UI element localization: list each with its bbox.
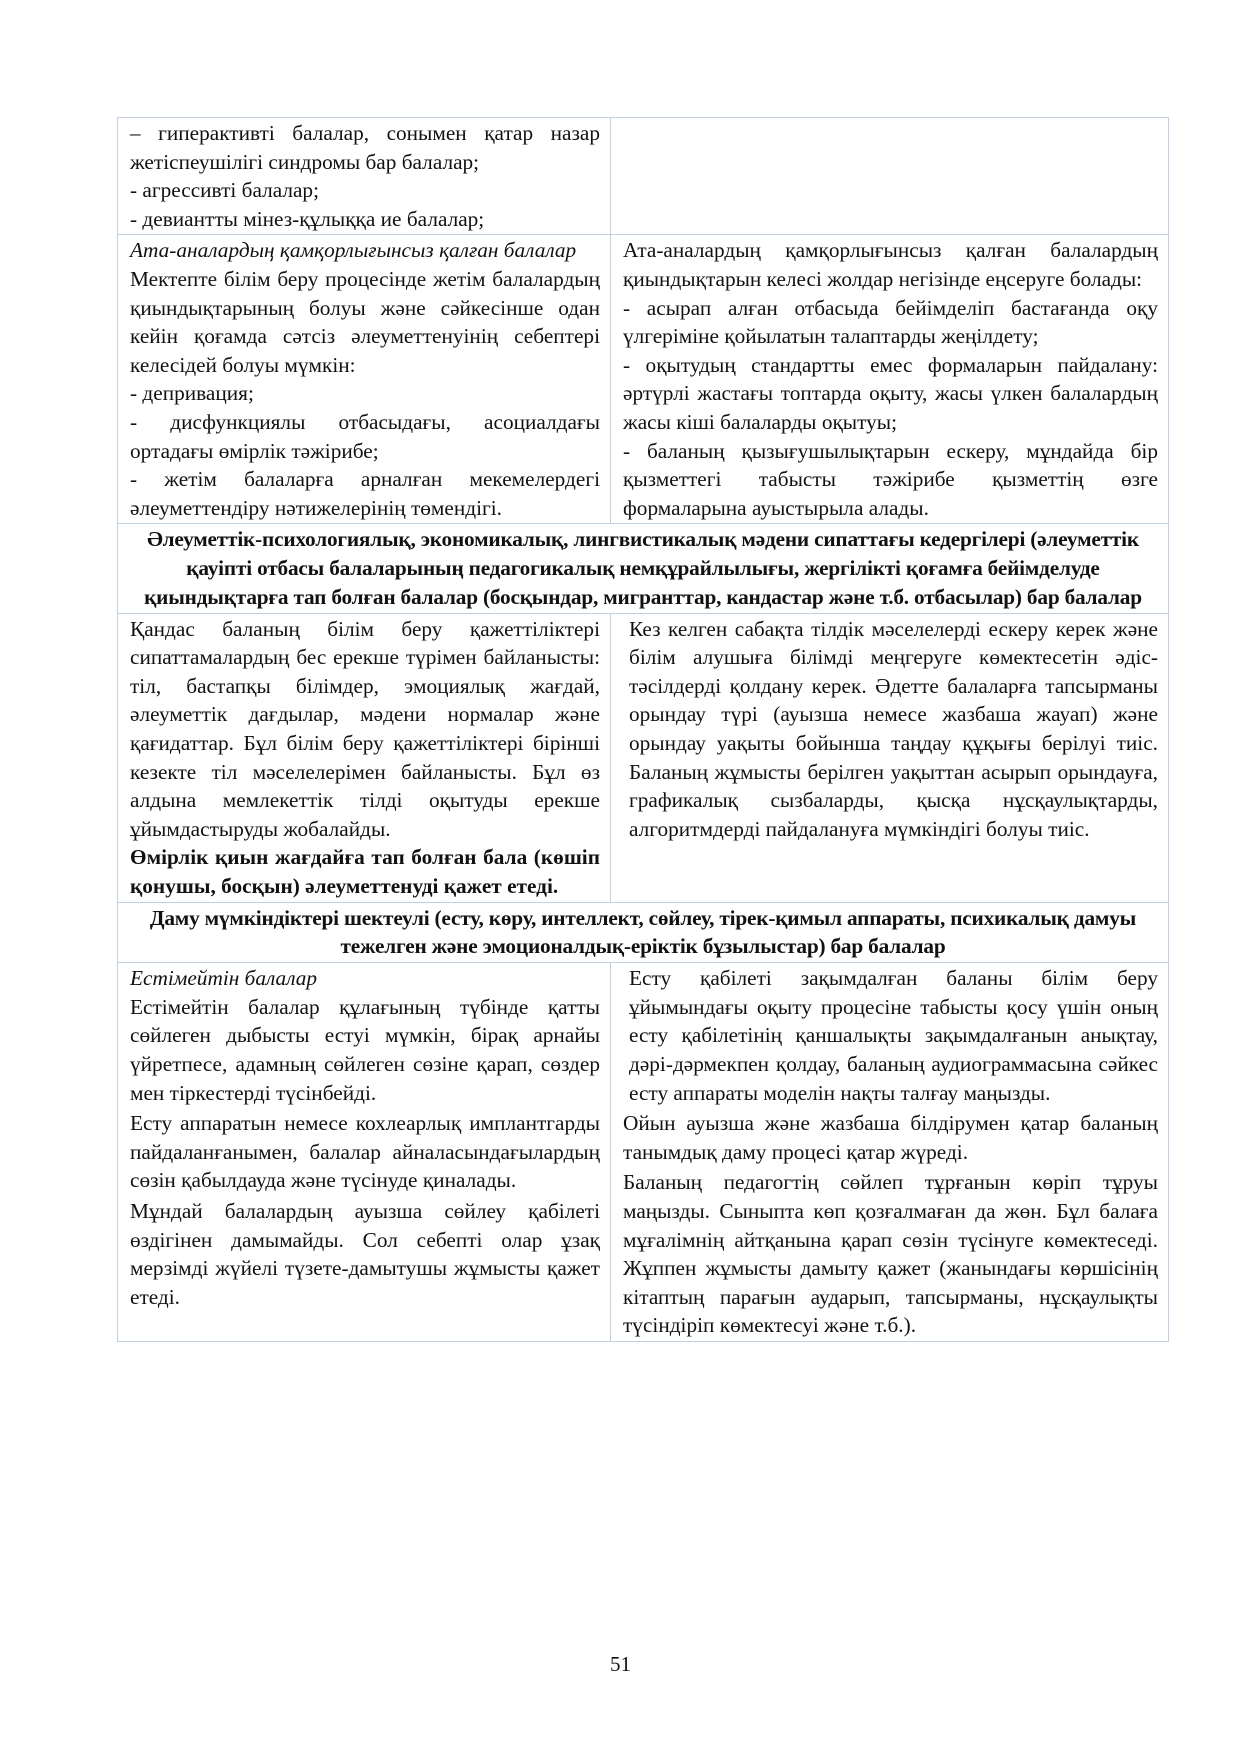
table-cell-empty <box>611 118 1169 235</box>
table-cell <box>118 963 611 1342</box>
list-item: - агрессивті балалар; <box>130 178 319 203</box>
section-header-row <box>118 524 1169 613</box>
table-cell <box>611 235 1169 524</box>
table-cell <box>118 118 611 235</box>
list-item: - асырап алған отбасыда бейімделіп бастағанда оқу үлгеріміне қойылатын талаптарды жеңілдету; <box>623 295 1158 349</box>
section-header <box>118 902 1169 963</box>
paragraph: Кез келген сабақта тілдік мәселелерді ескеру керек және білім алушыға білімді меңгеруге көмектесетін әдіс-тәсілдерді қолдану керек. Әдетте балаларға тапсырманы орындау түрі (ауызша немесе жазбаша жауап) және орындау уақыты бойынша таңдау құқығы берілуі тиіс. Баланың жұмысты берілген уақыттан асырып орындауға, графикалық сызбаларды, қысқа нұсқаулықтарды, алгоритмдерді пайдалануға мүмкіндігі болуы тиіс. <box>629 616 1158 841</box>
list-item: - оқытудың стандартты емес формаларын пайдалану: әртүрлі жастағы топтарда оқыту, жасы үлкен балалардың жасы кіші балаларды оқытуы; <box>623 352 1158 434</box>
paragraph: Мұндай балалардың ауызша сөйлеу қабілеті өздігінен дамымайды. Сол себепті олар ұзақ мерзімді жүйелі түзете-дамытушы жұмысты қажет етеді. <box>130 1198 600 1309</box>
section-header-text: Даму мүмкіндіктері шектеулі (есту, көру, интеллект, сөйлеу, тірек-қимыл аппараты, психикалық дамуы тежелген және эмоционалдық-еріктік бұзылыстар) бар балалар <box>149 905 1137 959</box>
list-item: - девиантты мінез-құлыққа ие балалар; <box>130 206 485 231</box>
table-cell <box>118 235 611 524</box>
section-header-text: Әлеуметтік-психологиялық, экономикалық, лингвистикалық мәдени сипаттағы кедергілері (әлеуметтік қауіпті отбасы балаларының педагогикалық немқұрайлылығы, жергілікті қоғамға бейімделуде қиындықтарға тап болған балалар (босқындар, мигранттар, кандастар және т.б. отбасылар) бар балалар <box>144 527 1142 609</box>
table-cell <box>611 963 1169 1342</box>
section-header-row <box>118 902 1169 963</box>
cell-title: Ата-аналардың қамқорлығынсыз қалған балалар <box>130 238 577 263</box>
list-item: - депривация; <box>130 381 254 406</box>
paragraph: Ата-аналардың қамқорлығынсыз қалған балалардың қиындықтарын келесі жолдар негізінде еңсеруге болады: <box>623 238 1158 291</box>
paragraph: Естімейтін балалар құлағының түбінде қатты сөйлеген дыбысты естуі мүмкін, бірақ арнайы үйретпесе, адамның сөйлеген сөзіне қарап, сөздер мен тіркестерді түсінбейді. <box>130 994 600 1105</box>
bold-paragraph: Өмірлік қиын жағдайға тап болған бала (көшіп қонушы, босқын) әлеуметтенуді қажет етеді. <box>130 845 600 899</box>
table-row <box>118 613 1169 902</box>
table-row <box>118 235 1169 524</box>
list-item: - баланың қызығушылықтарын ескеру, мұндайда бір қызметтегі табысты тәжірибе қызметтің өзге формаларына ауыстырыла алады. <box>623 438 1158 520</box>
list-item: - жетім балаларға арналған мекемелердегі әлеуметтендіру нәтижелерінің төмендігі. <box>130 467 600 520</box>
section-header <box>118 524 1169 613</box>
content-table <box>117 117 1169 1342</box>
paragraph: Мектепте білім беру процесінде жетім балалардың қиындықтарының болуы және сәйкесінше одан кейін қоғамда сәтсіз әлеуметтенуінің себептері келесідей болуы мүмкін: <box>130 266 600 377</box>
page-number: 51 <box>610 1652 631 1676</box>
paragraph: Баланың педагогтің сөйлеп тұрғанын көріп тұруы маңызды. Сыныпта көп қозғалмаған да жөн. Бұл балаға мұғалімнің айтқанына қарап сөзін түсінуге көмектеседі. Жұппен жұмысты дамыту қажет (жанындағы көршісінің кітаптың парағын аударып, тапсырманы, нұсқаулықты түсіндіріп көмектесуі және т.б.). <box>623 1170 1158 1338</box>
list-item: - дисфункциялы отбасыдағы, асоциалдағы ортадағы өмірлік тәжірибе; <box>130 409 600 463</box>
table-cell <box>611 613 1169 902</box>
paragraph: Қандас баланың білім беру қажеттіліктері сипаттамалардың бес ерекше түрімен байланысты: тіл, бастапқы білімдер, эмоциялық жағдай, әлеуметтік дағдылар, мәдени нормалар және қағидаттар. Бұл білім беру қажеттіліктері бірінші кезекте тіл мәселелерімен байланысты. Бұл өз алдына мемлекеттік тілді оқытуды ерекше ұйымдастыруды жобалайды. <box>130 616 600 841</box>
paragraph: Ойын ауызша және жазбаша білдірумен қатар баланың танымдық даму процесі қатар жүреді. <box>623 1111 1158 1164</box>
cell-title: Естімейтін балалар <box>130 966 318 991</box>
paragraph: Есту аппаратын немесе кохлеарлық имплантгарды пайдаланғанымен, балалар айналасындағылардың сөзін қабылдауда және түсінуде қиналады. <box>130 1111 600 1193</box>
table-row <box>118 118 1169 235</box>
table-cell <box>118 613 611 902</box>
list-item: – гиперактивті балалар, сонымен қатар назар жетіспеушілігі синдромы бар балалар; <box>130 121 600 174</box>
paragraph: Есту қабілеті зақымдалған баланы білім беру ұйымындағы оқыту процесіне табысты қосу үшін оның есту қабілетінің қаншалықты зақымдалғанын анықтау, дәрі-дәрмекпен қолдау, баланың аудиограммасына сәйкес есту аппараты моделін нақты талғау маңызды. <box>629 966 1158 1105</box>
table-row <box>118 963 1169 1342</box>
